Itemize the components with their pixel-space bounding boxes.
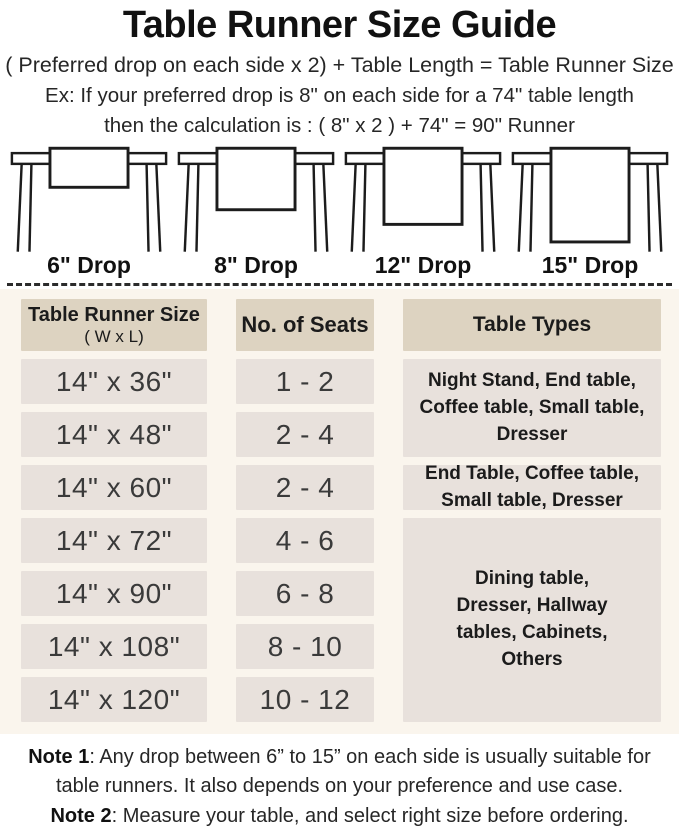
table-illustration-15-drop: [509, 146, 671, 280]
size-cell: 14" x 120": [21, 677, 207, 722]
table-types-cell-small: Night Stand, End table, Coffee table, Small table, Dresser: [403, 359, 661, 457]
header-cell-runner-size: [21, 299, 207, 351]
size-cell: 14" x 72": [21, 518, 207, 563]
size-cell: 14" x 60": [21, 465, 207, 510]
seats-cell: 10 - 12: [236, 677, 374, 722]
notes-section: [0, 734, 679, 826]
header-runner-size-label: Table Runner Size: [28, 303, 200, 326]
size-cell: 14" x 108": [21, 624, 207, 669]
seats-cell: 2 - 4: [236, 412, 374, 457]
table-types-cell-medium: End Table, Coffee table, Small table, Dresser: [403, 465, 661, 510]
runner-rect: [50, 148, 128, 187]
note-1-text: : Any drop between 6” to 15” on each side is usually suitable for table runners. It also depends on your preference and use case.: [55, 746, 651, 797]
note-1-label: Note 1: [28, 746, 90, 769]
header-runner-size-sublabel: ( W x L): [84, 326, 144, 346]
note-1: [6, 743, 673, 800]
size-guide-table: [0, 289, 679, 734]
size-cell: 14" x 48": [21, 412, 207, 457]
table-runner-15-drop-drawing: [509, 146, 671, 252]
page-title: Table Runner Size Guide: [122, 4, 557, 46]
divider-line: [7, 283, 672, 286]
runner-rect: [217, 148, 295, 209]
note-2-text: : Measure your table, and select right size before ordering.: [111, 805, 629, 826]
size-cell: 14" x 36": [21, 359, 207, 404]
table-illustration-12-drop: [342, 146, 504, 280]
header-cell-table-types: Table Types: [403, 299, 661, 351]
table-runner-12-drop-drawing: [342, 146, 504, 252]
note-2-label: Note 2: [50, 805, 112, 826]
runner-rect: [384, 148, 462, 224]
table-illustration-8-drop: [175, 146, 337, 280]
table-runner-6-drop-drawing: [8, 146, 170, 252]
seats-cell: 2 - 4: [236, 465, 374, 510]
runner-rect: [551, 148, 629, 242]
formula-text: ( Preferred drop on each side x 2) + Table Length = Table Runner Size: [5, 52, 674, 77]
seats-cell: 8 - 10: [236, 624, 374, 669]
example-line-1: Ex: If your preferred drop is 8" on each side for a 74" table length: [45, 84, 634, 108]
size-cell: 14" x 90": [21, 571, 207, 616]
example-line-2: then the calculation is : ( 8" x 2 ) + 74" = 90" Runner: [104, 114, 575, 138]
header-cell-seats: No. of Seats: [236, 299, 374, 351]
drop-illustrations: [0, 144, 679, 280]
seats-cell: 6 - 8: [236, 571, 374, 616]
seats-cell: 4 - 6: [236, 518, 374, 563]
drop-label-8: 8" Drop: [214, 251, 298, 278]
table-illustration-6-drop: [8, 146, 170, 280]
note-2: [6, 802, 673, 826]
drop-label-15: 15" Drop: [541, 251, 639, 278]
seats-cell: 1 - 2: [236, 359, 374, 404]
drop-label-6: 6" Drop: [47, 251, 131, 278]
table-types-cell-large: Dining table, Dresser, Hallway tables, Cabinets, Others: [403, 518, 661, 722]
table-runner-8-drop-drawing: [175, 146, 337, 252]
drop-label-12: 12" Drop: [374, 251, 472, 278]
